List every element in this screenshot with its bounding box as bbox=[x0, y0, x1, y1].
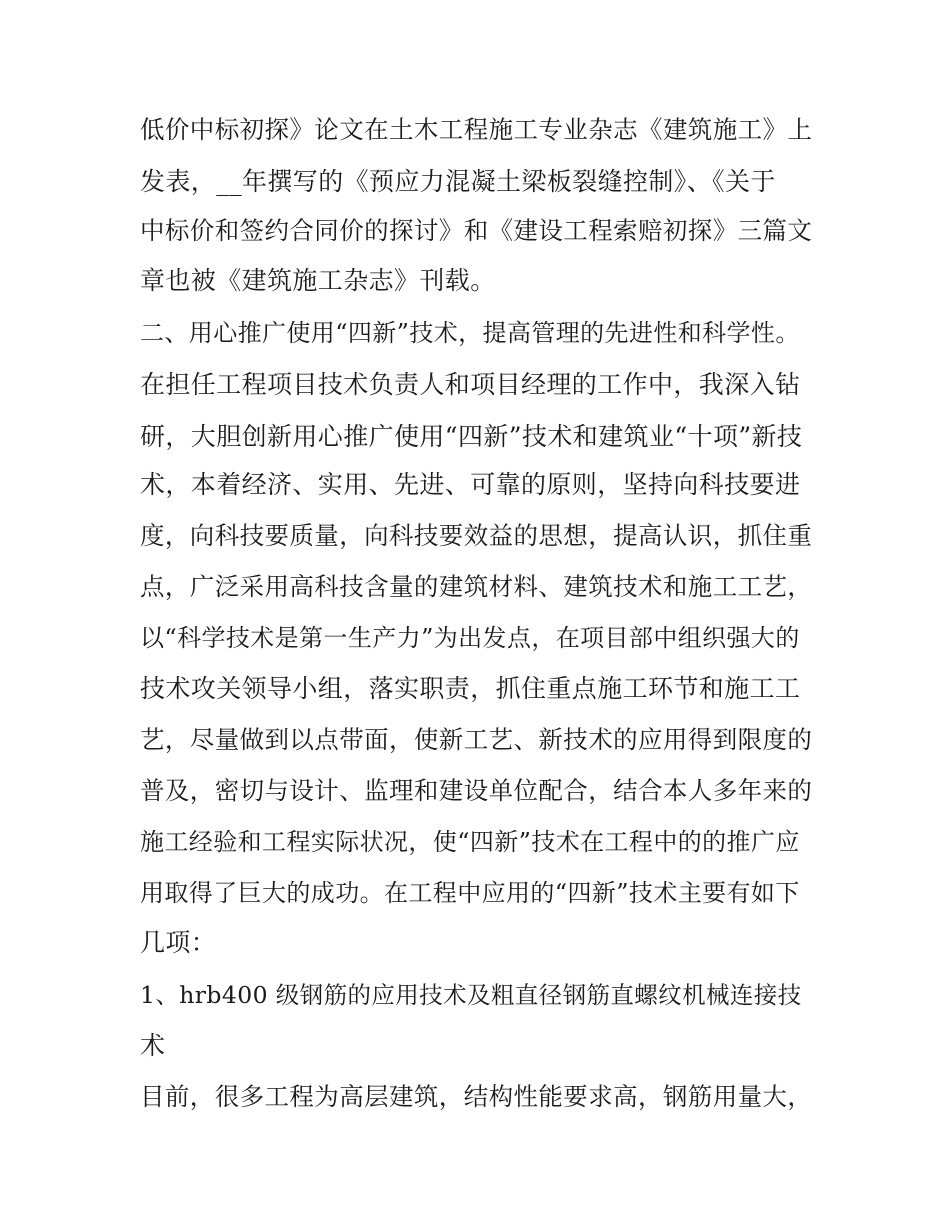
subsection-heading-continued: 术 bbox=[140, 1031, 166, 1060]
text-line: 在担任工程项目技术负责人和项目经理的工作中，我深入钻 bbox=[140, 370, 801, 399]
text-line: 用取得了巨大的成功。在工程中应用的“四新”技术主要有如下 bbox=[140, 879, 800, 907]
text-line: 中标价和签约合同价的探讨》和《建设工程索赔初探》三篇文 bbox=[140, 216, 813, 245]
text-line: 章也被《建筑施工杂志》刊载。 bbox=[140, 266, 496, 295]
text-line: 研，大胆创新用心推广使用“四新”技术和建筑业“十项”新技 bbox=[140, 422, 803, 451]
text-line: 点，广泛采用高科技含量的建筑材料、建筑技术和施工工艺， bbox=[140, 572, 813, 601]
text-line: 以“科学技术是第一生产力”为出发点，在项目部中组织强大的 bbox=[140, 624, 800, 652]
text-line: 艺，尽量做到以点带面，使新工艺、新技术的应用得到限度的 bbox=[140, 725, 813, 754]
text-line: 度，向科技要质量，向科技要效益的思想，提高认识，抓住重 bbox=[140, 521, 813, 550]
text-line: 技术攻关领导小组，落实职责，抓住重点施工环节和施工工 bbox=[140, 674, 801, 703]
text-line: 术，本着经济、实用、先进、可靠的原则，坚持向科技要进 bbox=[140, 470, 801, 499]
text-line: 低价中标初探》论文在土木工程施工专业杂志《建筑施工》上 bbox=[140, 115, 813, 144]
text-line: 普及，密切与设计、监理和建设单位配合，结合本人多年来的 bbox=[140, 776, 813, 805]
text-line: 发表，__年撰写的《预应力混凝土梁板裂缝控制》、《关于 bbox=[140, 167, 776, 196]
text-line: 几项： bbox=[140, 928, 217, 957]
section-heading: 二、用心推广使用“四新”技术，提高管理的先进性和科学性。 bbox=[140, 319, 800, 347]
text-line: 目前，很多工程为高层建筑，结构性能要求高，钢筋用量大， bbox=[140, 1082, 813, 1111]
subsection-heading: 1、hrb400 级钢筋的应用技术及粗直径钢筋直螺纹机械连接技 bbox=[140, 981, 802, 1009]
text-line: 施工经验和工程实际状况，使“四新”技术在工程中的的推广应 bbox=[140, 828, 800, 856]
